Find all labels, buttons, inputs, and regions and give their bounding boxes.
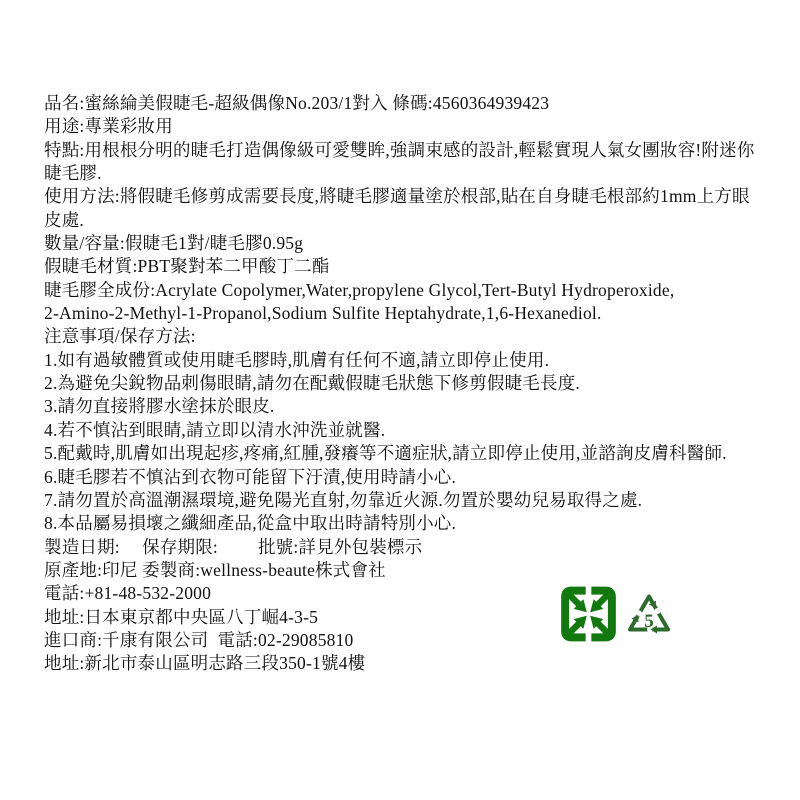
label-line-quantity: 數量/容量:假睫毛1對/睫毛膠0.95g [44,233,304,254]
label-line-caution-6: 6.睫毛膠若不慎沾到衣物可能留下汙漬,使用時請小心. [44,466,457,487]
label-line-features: 特點:用根根分明的睫毛打造偶像級可愛雙眸,強調束感的設計,輕鬆實現人氣女團妝容!附迷你睫毛膠. [44,139,755,184]
label-line-address-tw: 地址:新北市泰山區明志路三段350-1號4樓 [44,653,366,674]
label-line-dates-batch: 製造日期: 保存期限: 批號:詳見外包裝標示 [44,536,423,557]
label-line-address-jp: 地址:日本東京都中央區八丁崛4-3-5 [44,606,319,627]
label-line-ingredients-2: 2-Amino-2-Methyl-1-Propanol,Sodium Sulfite Heptahydrate,1,6-Hexanediol. [44,303,602,324]
resin-code-number: 5 [644,611,654,632]
label-line-product-name: 品名:蜜絲綸美假睫毛-超級偶像No.203/1對入 條碼:4560364939423 [44,93,550,113]
label-line-ingredients-1: 睫毛膠全成份:Acrylate Copolymer,Water,propylene Glycol,Tert-Butyl Hydroperoxide, [44,279,675,300]
taiwan-recycling-icon [560,585,617,643]
label-line-caution-5: 5.配戴時,肌膚如出現起疹,疼痛,紅腫,發癢等不適症狀,請立即停止使用,並諮詢皮膚科醫師. [44,443,727,464]
label-line-caution-4: 4.若不慎沾到眼睛,請立即以清水沖洗並就醫. [44,419,386,440]
label-line-caution-1: 1.如有過敏體質或使用睫毛膠時,肌膚有任何不適,請立即停止使用. [44,349,550,370]
label-line-cautions-heading: 注意事項/保存方法: [44,326,196,347]
label-line-importer: 進口商:千康有限公司 電話:02-29085810 [44,629,354,650]
label-line-caution-8: 8.本品屬易損壞之纖細產品,從盒中取出時請特別小心. [44,513,457,534]
label-line-caution-2: 2.為避免尖銳物品刺傷眼睛,請勿在配戴假睫毛狀態下修剪假睫毛長度. [44,373,580,394]
label-line-usage: 用途:專業彩妝用 [44,116,173,137]
label-line-caution-3: 3.請勿直接將膠水塗抹於眼皮. [44,396,275,417]
label-line-caution-7: 7.請勿置於高溫潮濕環境,避免陽光直射,勿靠近火源.勿置於嬰幼兒易取得之處. [44,489,643,510]
label-line-phone-jp: 電話:+81-48-532-2000 [44,583,212,604]
label-line-origin-manufacturer: 原產地:印尼 委製商:wellness-beaute株式會社 [44,559,386,580]
label-line-directions: 使用方法:將假睫毛修剪成需要長度,將睫毛膠適量塗於根部,貼在自身睫毛根部約1mm上方眼皮處. [44,186,750,230]
label-line-material: 假睫毛材質:PBT聚對苯二甲酸丁二酯 [44,256,330,277]
resin-code-5-icon [624,589,674,642]
